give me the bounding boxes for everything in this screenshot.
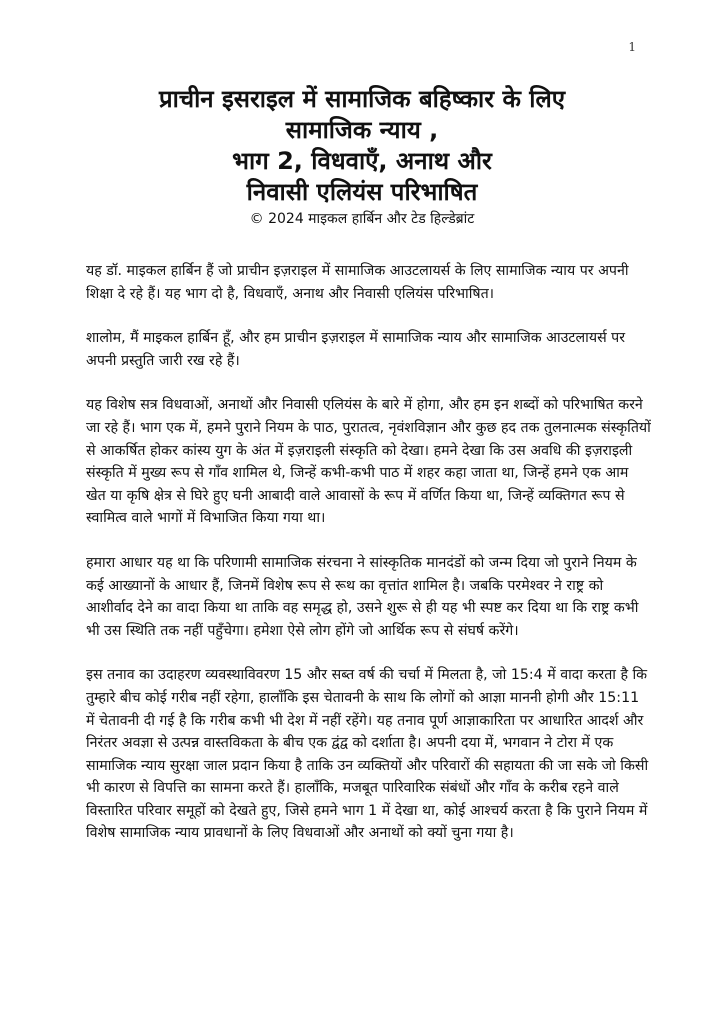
title-line-3: भाग 2, विधवाएँ, अनाथ और <box>232 147 492 175</box>
paragraph-deuteronomy: इस तनाव का उदाहरण व्यवस्थाविवरण 15 और सब्त वर्ष की चर्चा में मिलता है, जो 15:4 में वादा करता है कि तुम्हारे बीच कोई गरीब नहीं रहेगा, हालाँकि इस चेतावनी के साथ कि लोगों को आज्ञा माननी होगी और 15:11 में चेतावनी दी गई है कि गरीब कभी भी देश में नहीं रहेंगे। यह तनाव पूर्ण आज्ञाकारिता पर आधारित आदर्श और निरंतर अवज्ञा से उत्पन्न वास्तविकता के बीच एक द्वंद्व को दर्शाता है। अपनी दया में, भगवान ने टोरा में एक सामाजिक न्याय सुरक्षा जाल प्रदान किया है ताकि उन व्यक्तियों और परिवारों की सहायता की जा सके जो किसी भी कारण से विपत्ति का सामना करते हैं। हालाँकि, मजबूत पारिवारिक संबंधों और गाँव के करीब रहने वाले विस्तारित परिवार समूहों को देखते हुए, जिसे हमने भाग 1 में देखा था, कोई आश्चर्य करता है कि पुराने नियम में विशेष सामाजिक न्याय प्रावधानों के लिए विधवाओं और अनाथों को क्यों चुना गया है। <box>86 667 649 842</box>
page-number: 1 <box>628 40 636 54</box>
document-body <box>86 260 652 867</box>
copyright-notice: © 2024 माइकल हार्बिन और टेड हिल्डेब्रांट <box>249 211 475 227</box>
paragraph-social-structure: हमारा आधार यह था कि परिणामी सामाजिक संरचना ने सांस्कृतिक मानदंडों को जन्म दिया जो पुराने नियम के कई आख्यानों के आधार हैं, जिनमें विशेष रूप से रूथ का वृत्तांत शामिल है। जबकि परमेश्वर ने राष्ट्र को आशीर्वाद देने का वादा किया था ताकि वह समृद्ध हो, उसने शुरू से ही यह भी स्पष्ट कर दिया था कि राष्ट्र कभी भी उस स्थिति तक नहीं पहुँचेगा। हमेशा ऐसे लोग होंगे जो आर्थिक रूप से संघर्ष करेंगे। <box>86 554 639 639</box>
title-line-4: निवासी एलियंस परिभाषित <box>246 178 478 206</box>
paragraph-intro: यह डॉ. माइकल हार्बिन हैं जो प्राचीन इज़राइल में सामाजिक आउटलायर्स के लिए सामाजिक न्याय पर अपनी शिक्षा दे रहे हैं। यह भाग दो है, विधवाएँ, अनाथ और निवासी एलियंस परिभाषित। <box>86 263 629 302</box>
title-line-1: प्राचीन इसराइल में सामाजिक बहिष्कार के लिए <box>158 85 565 113</box>
title-line-2: सामाजिक न्याय , <box>285 116 439 144</box>
paragraph-greeting: शालोम, मैं माइकल हार्बिन हूँ, और हम प्राचीन इज़राइल में सामाजिक न्याय और सामाजिक आउटलायर्स पर अपनी प्रस्तुति जारी रख रहे हैं। <box>86 330 626 369</box>
paragraph-session-topic: यह विशेष सत्र विधवाओं, अनाथों और निवासी एलियंस के बारे में होगा, और हम इन शब्दों को परिभाषित करने जा रहे हैं। भाग एक में, हमने पुराने नियम के पाठ, पुरातत्व, नृवंशविज्ञान और कुछ हद तक तुलनात्मक संस्कृतियों से आकर्षित होकर कांस्य युग के अंत में इज़राइली संस्कृति को देखा। हमने देखा कि उस अवधि की इज़राइली संस्कृति में मुख्य रूप से गाँव शामिल थे, जिन्हें कभी-कभी पाठ में शहर कहा जाता था, जिन्हें हमने एक आम खेत या कृषि क्षेत्र से घिरे हुए घनी आबादी वाले आवासों के रूप में वर्णित किया था, जिन्हें व्यक्तिगत रूप से स्वामित्व वाले भागों में विभाजित किया गया था। <box>86 397 651 527</box>
title-block <box>60 84 664 229</box>
